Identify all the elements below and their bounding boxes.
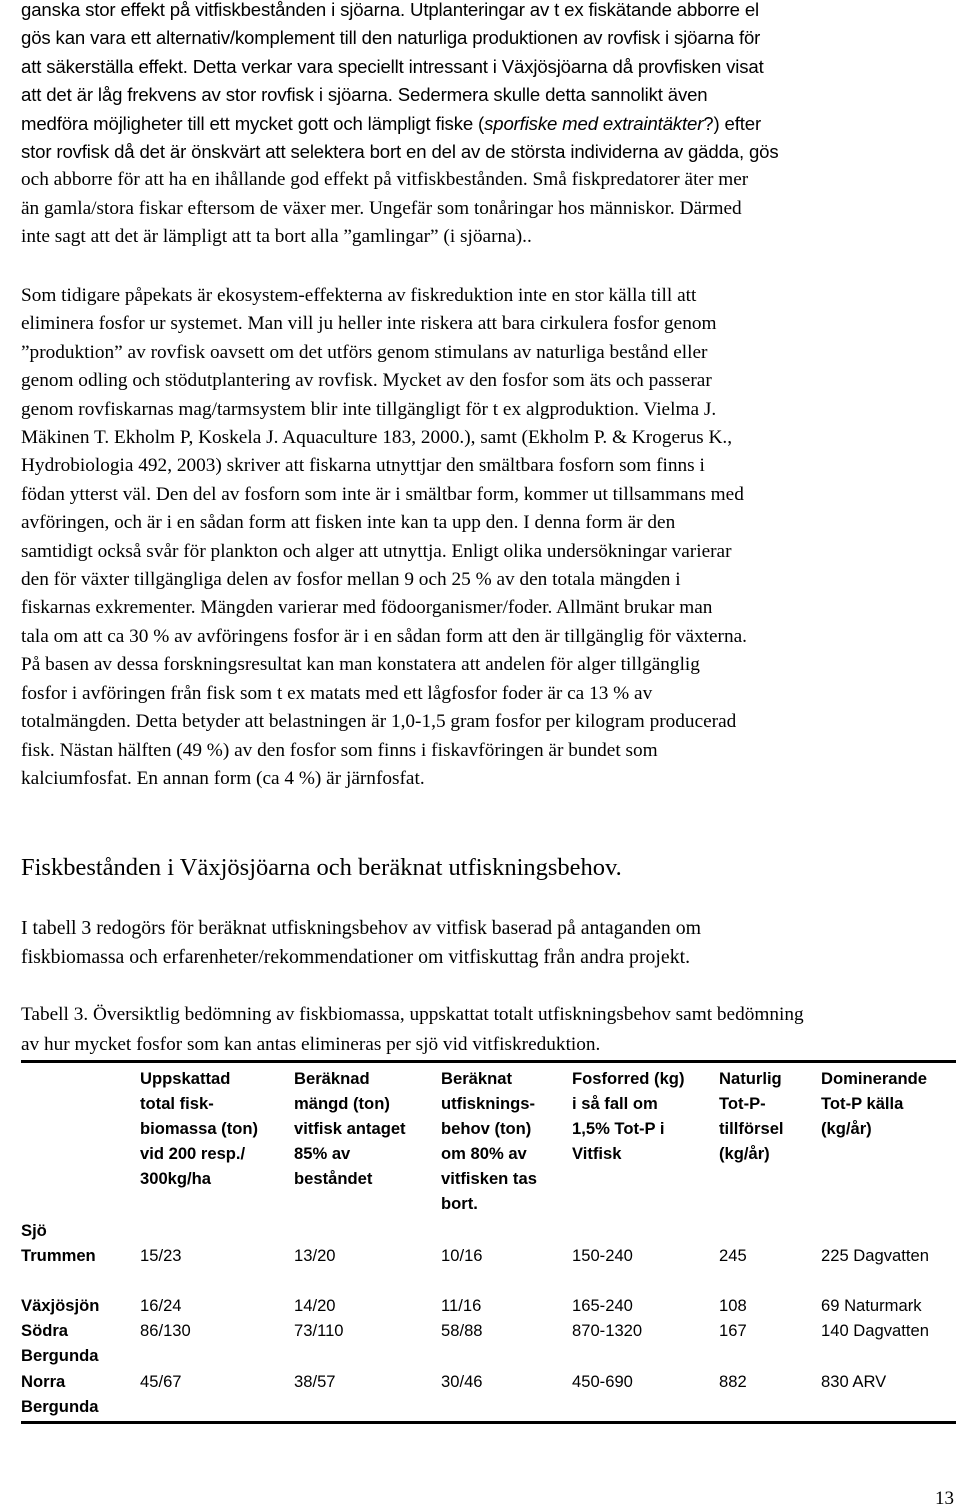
text-line: totalmängden. Detta betyder att belastningen är 1,0-1,5 gram fosfor per kilogram producerad <box>21 711 737 733</box>
table-cell: 245 <box>719 1246 747 1265</box>
row-name-vaxjosjon: Växjösjön <box>21 1296 100 1315</box>
phosphorus-paragraph <box>21 282 951 793</box>
table-cell: 108 <box>719 1296 747 1315</box>
table-cell: 45/67 <box>140 1372 182 1391</box>
text-line: kalciumfosfat. En annan form (ca 4 %) är järnfosfat. <box>21 767 425 789</box>
text-line: den för växter tillgängliga delen av fosfor mellan 9 och 25 % av den totala mängden i <box>21 569 681 591</box>
header-whitefish-amount: Beräknad mängd (ton) vitfisk antaget 85% av beståndet <box>294 1069 406 1188</box>
text-line: medföra möjligheter till ett mycket gott och lämpligt fiske (sporfiske med extraintäkter?) efter <box>21 112 761 134</box>
text-line: än gamla/stora fiskar eftersom de växer mer. Ungefär som tonåringar hos människor. Därmed <box>21 197 742 219</box>
text-line: Tabell 3. Översiktlig bedömning av fiskbiomassa, uppskattat totalt utfiskningsbehov samt bedömning <box>21 1004 804 1025</box>
header-natural-totp: Naturlig Tot-P- tillförsel (kg/år) <box>719 1069 784 1163</box>
header-dominant-source: Dominerande Tot-P källa (kg/år) <box>821 1069 928 1138</box>
table-cell: 15/23 <box>140 1246 182 1265</box>
italic-phrase: sporfiske med extraintäkter <box>484 112 704 134</box>
text-line: Hydrobiologia 492, 2003) skriver att fiskarna utnyttjar den smältbara fosforn som finns i <box>21 455 705 477</box>
text-line: genom odling och stödutplantering av rovfisk. Mycket av den fosfor som äts och passerar <box>21 370 712 392</box>
text-line: stor rovfisk då det är önskvärt att selektera bort en del av de största individerna av gädda, gös <box>21 141 779 163</box>
text-line: och abborre för att ha en ihållande god effekt på vitfiskbestånden. Små fiskpredatorer äter mer <box>21 169 749 191</box>
text-line: genom rovfiskarnas mag/tarmsystem blir inte tillgängligt för t ex algproduktion. Vielma J. <box>21 398 717 420</box>
text-line: Som tidigare påpekats är ekosystem-effekterna av fiskreduktion inte en stor källa till att <box>21 285 697 306</box>
table-bottom-rule <box>21 1421 956 1424</box>
row-name-trummen: Trummen <box>21 1246 96 1265</box>
header-biomass: Uppskattad total fisk- biomassa (ton) vid 200 resp./ 300kg/ha <box>140 1069 259 1188</box>
table-cell: 58/88 <box>441 1321 483 1340</box>
text-line: att det är låg frekvens av stor rovfisk i sjöarna. Sedermera skulle detta sannolikt även <box>21 84 708 106</box>
text-line: avföringen, och är i en sådan form att fisken inte kan ta upp den. I denna form är den <box>21 512 676 534</box>
text-line: I tabell 3 redogörs för beräknat utfiskningsbehov av vitfisk baserad på antaganden om <box>21 917 702 939</box>
table-cell: 225 Dagvatten <box>821 1246 929 1265</box>
row-name-sodra-bergunda: Södra Bergunda <box>21 1321 99 1365</box>
section-heading: Fiskbestånden i Växjösjöarna och beräknat utfiskningsbehov. <box>21 854 622 881</box>
table-cell: 882 <box>719 1372 747 1391</box>
table-cell: 13/20 <box>294 1246 336 1265</box>
text-line: På basen av dessa forskningsresultat kan man konstatera att andelen för alger tillgänglig <box>21 654 700 676</box>
table-cell: 140 Dagvatten <box>821 1321 929 1340</box>
table-intro-paragraph <box>21 914 951 972</box>
text-line: att säkerställa effekt. Detta verkar vara speciellt intressant i Växjösjöarna då provfisken visat <box>21 55 764 77</box>
table-caption <box>21 1000 951 1060</box>
text-line: fosfor i avföringen från fisk som t ex matats med ett lågfosfor foder är ca 13 % av <box>21 682 653 704</box>
text-line: ”produktion” av rovfisk oavsett om det utförs genom stimulans av naturliga bestånd eller <box>21 341 708 363</box>
header-lake: Sjö <box>21 1221 47 1240</box>
table-cell: 11/16 <box>441 1296 482 1315</box>
table-cell: 69 Naturmark <box>821 1296 922 1315</box>
row-name-norra-bergunda: Norra Bergunda <box>21 1372 99 1416</box>
table-cell: 830 ARV <box>821 1372 887 1391</box>
text-line: samtidigt också svår för plankton och alger att utnyttja. Enligt olika undersökningar varierar <box>21 540 732 562</box>
text-line: ganska stor effekt på vitfiskbestånden i sjöarna. Utplanteringar av t ex fiskätande abborre el <box>21 0 760 20</box>
text-line: fiskbiomassa och erfarenheter/rekommendationer om vitfiskuttag från andra projekt. <box>21 946 691 968</box>
header-phosphorus-reduction: Fosforred (kg) i så fall om 1,5% Tot-P i Vitfisk <box>572 1069 685 1163</box>
text-line: av hur mycket fosfor som kan antas elimineras per sjö vid vitfiskreduktion. <box>21 1034 601 1055</box>
table-cell: 870-1320 <box>572 1321 643 1340</box>
table-top-rule <box>21 1060 956 1063</box>
text-line: fisk. Nästan hälften (49 %) av den fosfor som finns i fiskavföringen är bundet som <box>21 739 658 761</box>
text-line: gös kan vara ett alternativ/komplement till den naturliga produktionen av rovfisk i sjöarna för <box>21 27 761 49</box>
header-fishing-need: Beräknat utfisknings- behov (ton) om 80% av vitfisken tas bort. <box>441 1069 537 1213</box>
intro-paragraph <box>21 0 951 252</box>
page-number: 13 <box>935 1488 954 1509</box>
table-cell: 73/110 <box>294 1321 344 1340</box>
text-line: tala om att ca 30 % av avföringens fosfor är i en sådan form att den är tillgänglig för växterna. <box>21 625 747 647</box>
table-cell: 86/130 <box>140 1321 191 1340</box>
table-cell: 10/16 <box>441 1246 483 1265</box>
table-cell: 30/46 <box>441 1372 483 1391</box>
table-cell: 14/20 <box>294 1296 336 1315</box>
text-line: eliminera fosfor ur systemet. Man vill ju heller inte riskera att bara cirkulera fosfor genom <box>21 313 717 335</box>
table-cell: 167 <box>719 1321 747 1340</box>
table-cell: 16/24 <box>140 1296 182 1315</box>
text-line: Mäkinen T. Ekholm P, Koskela J. Aquaculture 183, 2000.), samt (Ekholm P. & Krogerus K., <box>21 427 733 449</box>
table-cell: 150-240 <box>572 1246 633 1265</box>
table-cell: 450-690 <box>572 1372 633 1391</box>
text-line: födan ytterst väl. Den del av fosforn som inte är i smältbar form, kommer ut tillsammans med <box>21 483 744 505</box>
text-line: fiskarnas exkrementer. Mängden varierar med födoorganismer/foder. Allmänt brukar man <box>21 597 713 619</box>
table-cell: 165-240 <box>572 1296 633 1315</box>
text-line: inte sagt att det är lämpligt att ta bort alla ”gamlingar” (i sjöarna).. <box>21 226 532 248</box>
table-cell: 38/57 <box>294 1372 336 1391</box>
